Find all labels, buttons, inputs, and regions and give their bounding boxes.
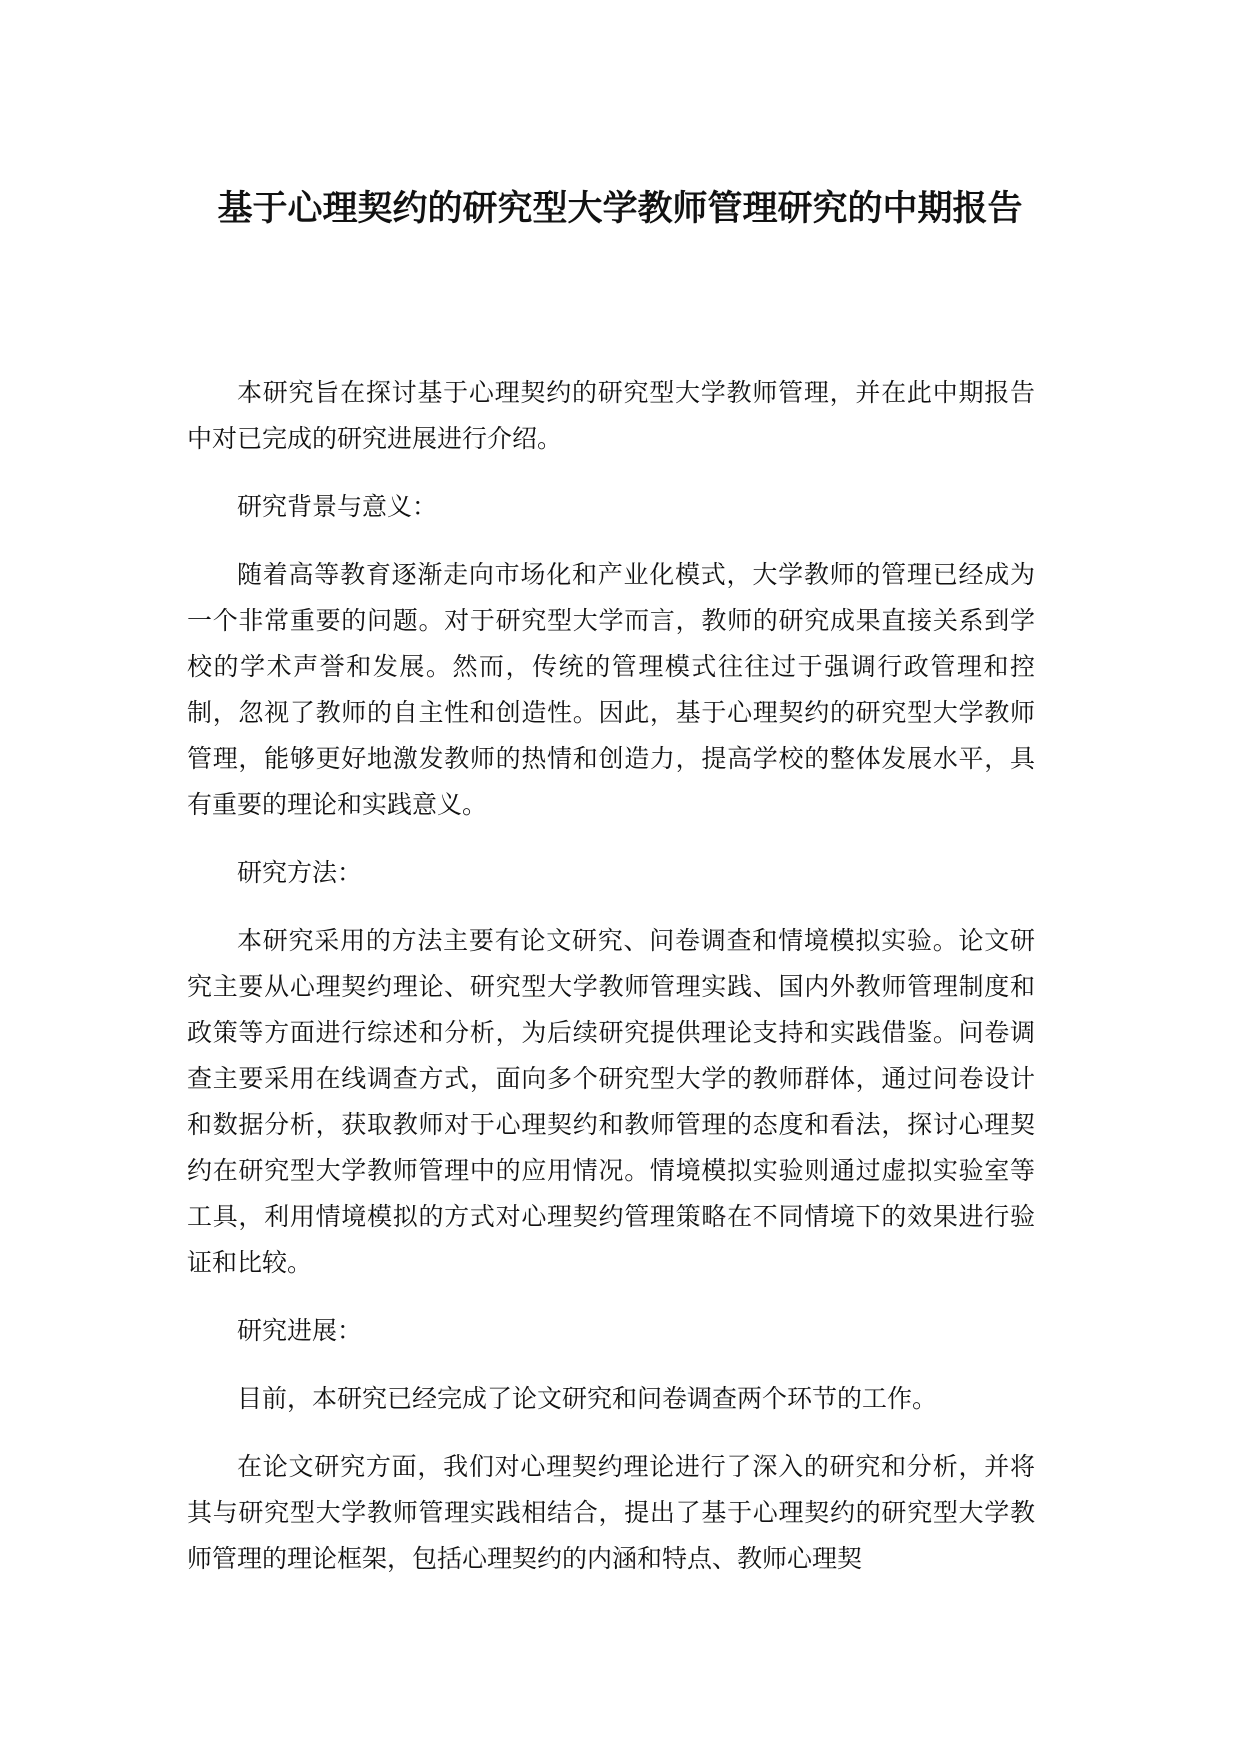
paragraph-progress-summary: 目前，本研究已经完成了论文研究和问卷调查两个环节的工作。 [237, 1384, 938, 1413]
section-heading-methods: 研究方法： [237, 858, 363, 887]
paragraph-progress-literature: 在论文研究方面，我们对心理契约理论进行了深入的研究和分析，并将其与研究型大学教师管理实践相结合，提出了基于心理契约的研究型大学教师管理的理论框架，包括心理契约的内涵和特点、教师心理契 [187, 1452, 1035, 1573]
document-title: 基于心理契约的研究型大学教师管理研究的中期报告 [217, 189, 1023, 229]
section-heading-background: 研究背景与意义： [237, 492, 438, 521]
paragraph-background: 随着高等教育逐渐走向市场化和产业化模式，大学教师的管理已经成为一个非常重要的问题。对于研究型大学而言，教师的研究成果直接关系到学校的学术声誉和发展。然而，传统的管理模式往往过于强调行政管理和控制，忽视了教师的自主性和创造性。因此，基于心理契约的研究型大学教师管理，能够更好地激发教师的热情和创造力，提高学校的整体发展水平，具有重要的理论和实践意义。 [187, 560, 1035, 819]
paragraph-intro: 本研究旨在探讨基于心理契约的研究型大学教师管理，并在此中期报告中对已完成的研究进展进行介绍。 [187, 378, 1035, 453]
paragraph-methods: 本研究采用的方法主要有论文研究、问卷调查和情境模拟实验。论文研究主要从心理契约理论、研究型大学教师管理实践、国内外教师管理制度和政策等方面进行综述和分析，为后续研究提供理论支持和实践借鉴。问卷调查主要采用在线调查方式，面向多个研究型大学的教师群体，通过问卷设计和数据分析，获取教师对于心理契约和教师管理的态度和看法，探讨心理契约在研究型大学教师管理中的应用情况。情境模拟实验则通过虚拟实验室等工具，利用情境模拟的方式对心理契约管理策略在不同情境下的效果进行验证和比较。 [187, 926, 1035, 1277]
section-heading-progress: 研究进展： [237, 1316, 363, 1345]
document-body [187, 370, 1035, 1604]
